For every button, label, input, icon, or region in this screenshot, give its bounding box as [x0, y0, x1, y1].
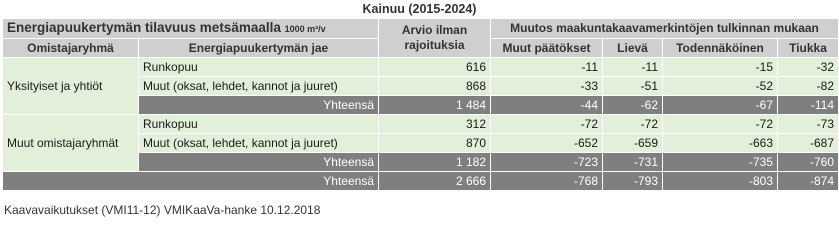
muut-cell: -652	[491, 134, 603, 153]
energy-wood-table	[2, 18, 839, 191]
fraction-cell: Muut (oksat, lehdet, kannot ja juuret)	[139, 134, 379, 153]
header-tiukka: Tiukka	[778, 39, 839, 58]
subtotal-label: Yhteensä	[139, 96, 379, 115]
muut-cell: -768	[491, 172, 603, 191]
lieva-cell: -659	[603, 134, 663, 153]
fraction-cell: Muut (oksat, lehdet, kannot ja juuret)	[139, 77, 379, 96]
muut-cell: -44	[491, 96, 603, 115]
lieva-cell: -11	[603, 58, 663, 77]
header-muut: Muut päätökset	[491, 39, 603, 58]
owner-group-cell: Yksityiset ja yhtiöt	[3, 58, 139, 115]
tiukka-cell: -82	[778, 77, 839, 96]
fraction-cell: Runkopuu	[139, 115, 379, 134]
tod-cell: -52	[663, 77, 778, 96]
tiukka-cell: -114	[778, 96, 839, 115]
lieva-cell: -62	[603, 96, 663, 115]
table-title: Kainuu (2015-2024)	[362, 2, 477, 16]
tod-cell: -72	[663, 115, 778, 134]
lieva-cell: -731	[603, 153, 663, 172]
header-estimate: Arvio ilman rajoituksia	[379, 19, 491, 58]
estimate-cell: 616	[379, 58, 491, 77]
estimate-cell: 1 182	[379, 153, 491, 172]
source-footnote: Kaavavaikutukset (VMI11-12) VMIKaaVa-hanke 10.12.2018	[4, 203, 321, 217]
grand-total-label: Yhteensä	[3, 172, 379, 191]
tiukka-cell: -73	[778, 115, 839, 134]
grand-total-row	[3, 172, 839, 191]
estimate-cell: 870	[379, 134, 491, 153]
tod-cell: -735	[663, 153, 778, 172]
tod-cell: -663	[663, 134, 778, 153]
owner-group-cell: Muut omistajaryhmät	[3, 115, 139, 172]
estimate-cell: 2 666	[379, 172, 491, 191]
header-todennakoinen: Todennäköinen	[663, 39, 778, 58]
muut-cell: -33	[491, 77, 603, 96]
header-owner: Omistajaryhmä	[3, 39, 139, 58]
tod-cell: -67	[663, 96, 778, 115]
estimate-cell: 1 484	[379, 96, 491, 115]
tiukka-cell: -760	[778, 153, 839, 172]
header-lieva: Lievä	[603, 39, 663, 58]
tod-cell: -803	[663, 172, 778, 191]
table-row	[3, 115, 839, 134]
estimate-cell: 868	[379, 77, 491, 96]
fraction-cell: Runkopuu	[139, 58, 379, 77]
tiukka-cell: -874	[778, 172, 839, 191]
lieva-cell: -793	[603, 172, 663, 191]
muut-cell: -723	[491, 153, 603, 172]
muut-cell: -11	[491, 58, 603, 77]
muut-cell: -72	[491, 115, 603, 134]
tiukka-cell: -32	[778, 58, 839, 77]
estimate-cell: 312	[379, 115, 491, 134]
lieva-cell: -51	[603, 77, 663, 96]
header-changes-title: Muutos maakuntakaavamerkintöjen tulkinnan mukaan	[491, 19, 839, 39]
tiukka-cell: -687	[778, 134, 839, 153]
table-row	[3, 58, 839, 77]
tod-cell: -15	[663, 58, 778, 77]
lieva-cell: -72	[603, 115, 663, 134]
header-volume-title: Energiapuukertymän tilavuus metsämaalla 1000 m³/v	[3, 19, 379, 39]
header-fraction: Energiapuukertymän jae	[139, 39, 379, 58]
subtotal-label: Yhteensä	[139, 153, 379, 172]
